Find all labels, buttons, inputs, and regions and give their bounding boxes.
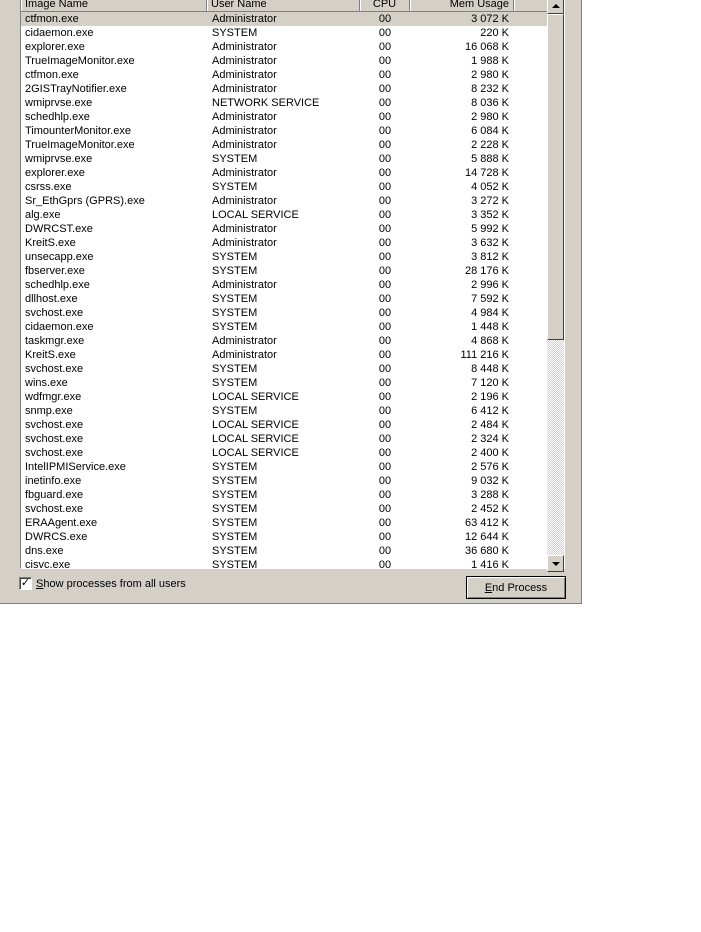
process-cpu: 00 bbox=[378, 209, 392, 221]
process-image-name: explorer.exe bbox=[25, 41, 85, 53]
checkmark-icon: ✓ bbox=[20, 577, 31, 589]
process-user-name: Administrator bbox=[212, 279, 277, 291]
process-mem-usage: 4 052 K bbox=[471, 181, 509, 193]
process-user-name: SYSTEM bbox=[212, 377, 258, 389]
process-cpu: 00 bbox=[378, 195, 392, 207]
process-image-name: DWRCS.exe bbox=[25, 531, 88, 543]
process-image-name: unsecapp.exe bbox=[25, 251, 94, 263]
process-mem-usage: 2 980 K bbox=[471, 111, 509, 123]
process-mem-usage: 4 868 K bbox=[471, 335, 509, 347]
process-cpu: 00 bbox=[378, 125, 392, 137]
column-header-mem-usage[interactable]: Mem Usage bbox=[410, 0, 514, 12]
table-row[interactable] bbox=[21, 334, 548, 348]
process-cpu: 00 bbox=[378, 139, 392, 151]
process-user-name: SYSTEM bbox=[212, 363, 258, 375]
process-image-name: svchost.exe bbox=[25, 433, 84, 445]
process-mem-usage: 2 196 K bbox=[471, 391, 509, 403]
process-mem-usage: 1 988 K bbox=[471, 55, 509, 67]
process-cpu: 00 bbox=[378, 307, 392, 319]
process-mem-usage: 5 992 K bbox=[471, 223, 509, 235]
process-image-name: ctfmon.exe bbox=[25, 69, 79, 81]
process-image-name: taskmgr.exe bbox=[25, 335, 85, 347]
process-user-name: SYSTEM bbox=[212, 531, 258, 543]
table-row[interactable] bbox=[21, 96, 548, 110]
process-image-name: DWRCST.exe bbox=[25, 223, 93, 235]
process-user-name: Administrator bbox=[212, 195, 277, 207]
process-image-name: TimounterMonitor.exe bbox=[25, 125, 131, 137]
arrow-down-icon bbox=[552, 562, 560, 566]
process-mem-usage: 12 644 K bbox=[464, 531, 509, 543]
process-user-name: LOCAL SERVICE bbox=[212, 209, 299, 221]
process-cpu: 00 bbox=[378, 363, 392, 375]
process-image-name: wmiprvse.exe bbox=[25, 97, 93, 109]
process-user-name: SYSTEM bbox=[212, 517, 258, 529]
column-header-filler bbox=[514, 0, 548, 12]
process-mem-usage: 3 272 K bbox=[471, 195, 509, 207]
show-all-users-option[interactable] bbox=[19, 577, 186, 590]
table-row[interactable] bbox=[21, 54, 548, 68]
process-user-name: SYSTEM bbox=[212, 27, 258, 39]
process-mem-usage: 4 984 K bbox=[471, 307, 509, 319]
table-row[interactable] bbox=[21, 502, 548, 516]
process-user-name: Administrator bbox=[212, 167, 277, 179]
table-row[interactable] bbox=[21, 194, 548, 208]
process-user-name: SYSTEM bbox=[212, 251, 258, 263]
process-cpu: 00 bbox=[378, 279, 392, 291]
arrow-up-icon bbox=[552, 4, 560, 8]
process-cpu: 00 bbox=[378, 55, 392, 67]
table-row[interactable] bbox=[21, 264, 548, 278]
table-row[interactable] bbox=[21, 138, 548, 152]
process-mem-usage: 5 888 K bbox=[471, 153, 509, 165]
process-image-name: KreitS.exe bbox=[25, 349, 76, 361]
process-image-name: svchost.exe bbox=[25, 363, 84, 375]
table-row[interactable] bbox=[21, 166, 548, 180]
process-mem-usage: 28 176 K bbox=[464, 265, 509, 277]
process-cpu: 00 bbox=[378, 545, 392, 557]
table-row[interactable] bbox=[21, 530, 548, 544]
process-user-name: SYSTEM bbox=[212, 489, 258, 501]
process-user-name: Administrator bbox=[212, 223, 277, 235]
process-cpu: 00 bbox=[378, 461, 392, 473]
column-header-image-name[interactable]: Image Name bbox=[21, 0, 207, 12]
process-user-name: SYSTEM bbox=[212, 475, 258, 487]
process-mem-usage: 2 996 K bbox=[471, 279, 509, 291]
process-mem-usage: 3 288 K bbox=[471, 489, 509, 501]
process-cpu: 00 bbox=[378, 559, 392, 569]
process-mem-usage: 7 592 K bbox=[471, 293, 509, 305]
process-mem-usage: 1 448 K bbox=[471, 321, 509, 333]
process-mem-usage: 2 576 K bbox=[471, 461, 509, 473]
process-user-name: SYSTEM bbox=[212, 181, 258, 193]
process-image-name: TrueImageMonitor.exe bbox=[25, 55, 135, 67]
process-mem-usage: 6 084 K bbox=[471, 125, 509, 137]
scroll-down-button[interactable] bbox=[547, 555, 564, 572]
process-image-name: cidaemon.exe bbox=[25, 321, 94, 333]
table-row[interactable] bbox=[21, 488, 548, 502]
process-image-name: explorer.exe bbox=[25, 167, 85, 179]
process-cpu: 00 bbox=[378, 41, 392, 53]
process-cpu: 00 bbox=[378, 447, 392, 459]
process-cpu: 00 bbox=[378, 489, 392, 501]
process-image-name: IntelIPMIService.exe bbox=[25, 461, 126, 473]
table-row[interactable] bbox=[21, 236, 548, 250]
process-user-name: NETWORK SERVICE bbox=[212, 97, 320, 109]
process-cpu: 00 bbox=[378, 349, 392, 361]
show-all-users-label: Show processes from all users bbox=[36, 577, 186, 590]
process-user-name: SYSTEM bbox=[212, 321, 258, 333]
process-image-name: fbserver.exe bbox=[25, 265, 85, 277]
table-row[interactable] bbox=[21, 404, 548, 418]
process-mem-usage: 36 680 K bbox=[464, 545, 509, 557]
process-cpu: 00 bbox=[378, 223, 392, 235]
table-row[interactable] bbox=[21, 208, 548, 222]
table-row[interactable] bbox=[21, 110, 548, 124]
scrollbar-thumb[interactable] bbox=[547, 14, 564, 340]
process-image-name: wins.exe bbox=[25, 377, 68, 389]
process-mem-usage: 7 120 K bbox=[471, 377, 509, 389]
process-mem-usage: 6 412 K bbox=[471, 405, 509, 417]
process-mem-usage: 14 728 K bbox=[464, 167, 509, 179]
process-cpu: 00 bbox=[378, 517, 392, 529]
table-row[interactable] bbox=[21, 516, 548, 530]
process-image-name: wdfmgr.exe bbox=[25, 391, 82, 403]
process-image-name: cidaemon.exe bbox=[25, 27, 94, 39]
column-header-cpu[interactable]: CPU bbox=[360, 0, 410, 12]
vertical-scrollbar[interactable] bbox=[547, 0, 564, 572]
process-cpu: 00 bbox=[378, 153, 392, 165]
process-mem-usage: 8 232 K bbox=[471, 83, 509, 95]
process-user-name: SYSTEM bbox=[212, 559, 258, 569]
process-user-name: Administrator bbox=[212, 237, 277, 249]
process-cpu: 00 bbox=[378, 321, 392, 333]
process-cpu: 00 bbox=[378, 391, 392, 403]
process-cpu: 00 bbox=[378, 475, 392, 487]
process-image-name: ERAAgent.exe bbox=[25, 517, 98, 529]
table-row[interactable] bbox=[21, 12, 548, 26]
process-image-name: svchost.exe bbox=[25, 503, 84, 515]
process-cpu: 00 bbox=[378, 265, 392, 277]
process-list[interactable] bbox=[20, 0, 565, 569]
process-mem-usage: 111 216 K bbox=[460, 349, 509, 361]
process-cpu: 00 bbox=[378, 419, 392, 431]
process-cpu: 00 bbox=[378, 97, 392, 109]
process-image-name: cisvc.exe bbox=[25, 559, 71, 569]
process-cpu: 00 bbox=[378, 237, 392, 249]
process-user-name: SYSTEM bbox=[212, 545, 258, 557]
process-cpu: 00 bbox=[378, 531, 392, 543]
process-cpu: 00 bbox=[378, 377, 392, 389]
process-mem-usage: 8 036 K bbox=[471, 97, 509, 109]
process-mem-usage: 16 068 K bbox=[464, 41, 509, 53]
process-user-name: Administrator bbox=[212, 139, 277, 151]
process-image-name: snmp.exe bbox=[25, 405, 73, 417]
process-user-name: Administrator bbox=[212, 111, 277, 123]
process-mem-usage: 2 400 K bbox=[471, 447, 509, 459]
process-user-name: SYSTEM bbox=[212, 265, 258, 277]
process-cpu: 00 bbox=[378, 293, 392, 305]
process-user-name: SYSTEM bbox=[212, 293, 258, 305]
table-row[interactable] bbox=[21, 124, 548, 138]
process-mem-usage: 3 352 K bbox=[471, 209, 509, 221]
process-image-name: KreitS.exe bbox=[25, 237, 76, 249]
process-cpu: 00 bbox=[378, 503, 392, 515]
process-mem-usage: 3 632 K bbox=[471, 237, 509, 249]
process-cpu: 00 bbox=[378, 27, 392, 39]
show-all-users-checkbox[interactable] bbox=[19, 577, 32, 590]
table-row[interactable] bbox=[21, 474, 548, 488]
process-user-name: Administrator bbox=[212, 13, 277, 25]
process-image-name: wmiprvse.exe bbox=[25, 153, 93, 165]
process-user-name: Administrator bbox=[212, 349, 277, 361]
table-row[interactable] bbox=[21, 418, 548, 432]
process-cpu: 00 bbox=[378, 69, 392, 81]
process-user-name: SYSTEM bbox=[212, 503, 258, 515]
process-user-name: Administrator bbox=[212, 69, 277, 81]
process-mem-usage: 2 228 K bbox=[471, 139, 509, 151]
process-image-name: Sr_EthGprs (GPRS).exe bbox=[25, 195, 145, 207]
process-image-name: TrueImageMonitor.exe bbox=[25, 139, 135, 151]
process-mem-usage: 2 484 K bbox=[471, 419, 509, 431]
table-row[interactable] bbox=[21, 432, 548, 446]
process-image-name: ctfmon.exe bbox=[25, 13, 79, 25]
process-cpu: 00 bbox=[378, 83, 392, 95]
table-row[interactable] bbox=[21, 222, 548, 236]
process-user-name: LOCAL SERVICE bbox=[212, 391, 299, 403]
table-row[interactable] bbox=[21, 40, 548, 54]
end-process-button[interactable] bbox=[466, 576, 566, 599]
process-image-name: 2GISTrayNotifier.exe bbox=[25, 83, 127, 95]
process-cpu: 00 bbox=[378, 167, 392, 179]
process-cpu: 00 bbox=[378, 405, 392, 417]
process-user-name: Administrator bbox=[212, 41, 277, 53]
process-image-name: svchost.exe bbox=[25, 447, 84, 459]
table-row[interactable] bbox=[21, 362, 548, 376]
process-cpu: 00 bbox=[378, 111, 392, 123]
column-header-row bbox=[21, 0, 548, 12]
scroll-up-button[interactable] bbox=[547, 0, 564, 14]
process-cpu: 00 bbox=[378, 13, 392, 25]
process-image-name: schedhlp.exe bbox=[25, 111, 90, 123]
table-row[interactable] bbox=[21, 292, 548, 306]
process-cpu: 00 bbox=[378, 251, 392, 263]
process-user-name: SYSTEM bbox=[212, 153, 258, 165]
process-mem-usage: 3 812 K bbox=[471, 251, 509, 263]
table-row[interactable] bbox=[21, 558, 548, 569]
table-row[interactable] bbox=[21, 68, 548, 82]
table-row[interactable] bbox=[21, 250, 548, 264]
process-user-name: LOCAL SERVICE bbox=[212, 447, 299, 459]
process-user-name: Administrator bbox=[212, 125, 277, 137]
process-image-name: csrss.exe bbox=[25, 181, 72, 193]
table-row[interactable] bbox=[21, 82, 548, 96]
process-user-name: SYSTEM bbox=[212, 461, 258, 473]
column-header-user-name[interactable]: User Name bbox=[207, 0, 360, 12]
process-image-name: schedhlp.exe bbox=[25, 279, 90, 291]
process-image-name: dns.exe bbox=[25, 545, 64, 557]
table-row[interactable] bbox=[21, 278, 548, 292]
table-row[interactable] bbox=[21, 180, 548, 194]
process-rows bbox=[21, 12, 548, 569]
process-mem-usage: 3 072 K bbox=[471, 13, 509, 25]
table-row[interactable] bbox=[21, 348, 548, 362]
process-image-name: alg.exe bbox=[25, 209, 61, 221]
process-image-name: dllhost.exe bbox=[25, 293, 78, 305]
process-cpu: 00 bbox=[378, 433, 392, 445]
table-row[interactable] bbox=[21, 26, 548, 40]
process-user-name: Administrator bbox=[212, 55, 277, 67]
process-user-name: SYSTEM bbox=[212, 307, 258, 319]
process-mem-usage: 1 416 K bbox=[471, 559, 509, 569]
process-user-name: LOCAL SERVICE bbox=[212, 433, 299, 445]
table-row[interactable] bbox=[21, 306, 548, 320]
process-image-name: inetinfo.exe bbox=[25, 475, 82, 487]
process-cpu: 00 bbox=[378, 335, 392, 347]
table-row[interactable] bbox=[21, 544, 548, 558]
process-user-name: Administrator bbox=[212, 335, 277, 347]
table-row[interactable] bbox=[21, 376, 548, 390]
process-image-name: svchost.exe bbox=[25, 419, 84, 431]
process-mem-usage: 9 032 K bbox=[471, 475, 509, 487]
process-mem-usage: 2 452 K bbox=[471, 503, 509, 515]
process-mem-usage: 2 324 K bbox=[471, 433, 509, 445]
table-row[interactable] bbox=[21, 390, 548, 404]
process-user-name: SYSTEM bbox=[212, 405, 258, 417]
table-row[interactable] bbox=[21, 320, 548, 334]
process-mem-usage: 2 980 K bbox=[471, 69, 509, 81]
process-mem-usage: 8 448 K bbox=[471, 363, 509, 375]
process-mem-usage: 63 412 K bbox=[464, 517, 509, 529]
process-mem-usage: 220 K bbox=[480, 27, 509, 39]
process-image-name: fbguard.exe bbox=[25, 489, 84, 501]
end-process-label: End Process bbox=[484, 581, 548, 594]
process-image-name: svchost.exe bbox=[25, 307, 84, 319]
process-user-name: Administrator bbox=[212, 83, 277, 95]
process-cpu: 00 bbox=[378, 181, 392, 193]
table-row[interactable] bbox=[21, 460, 548, 474]
process-user-name: LOCAL SERVICE bbox=[212, 419, 299, 431]
table-row[interactable] bbox=[21, 446, 548, 460]
table-row[interactable] bbox=[21, 152, 548, 166]
